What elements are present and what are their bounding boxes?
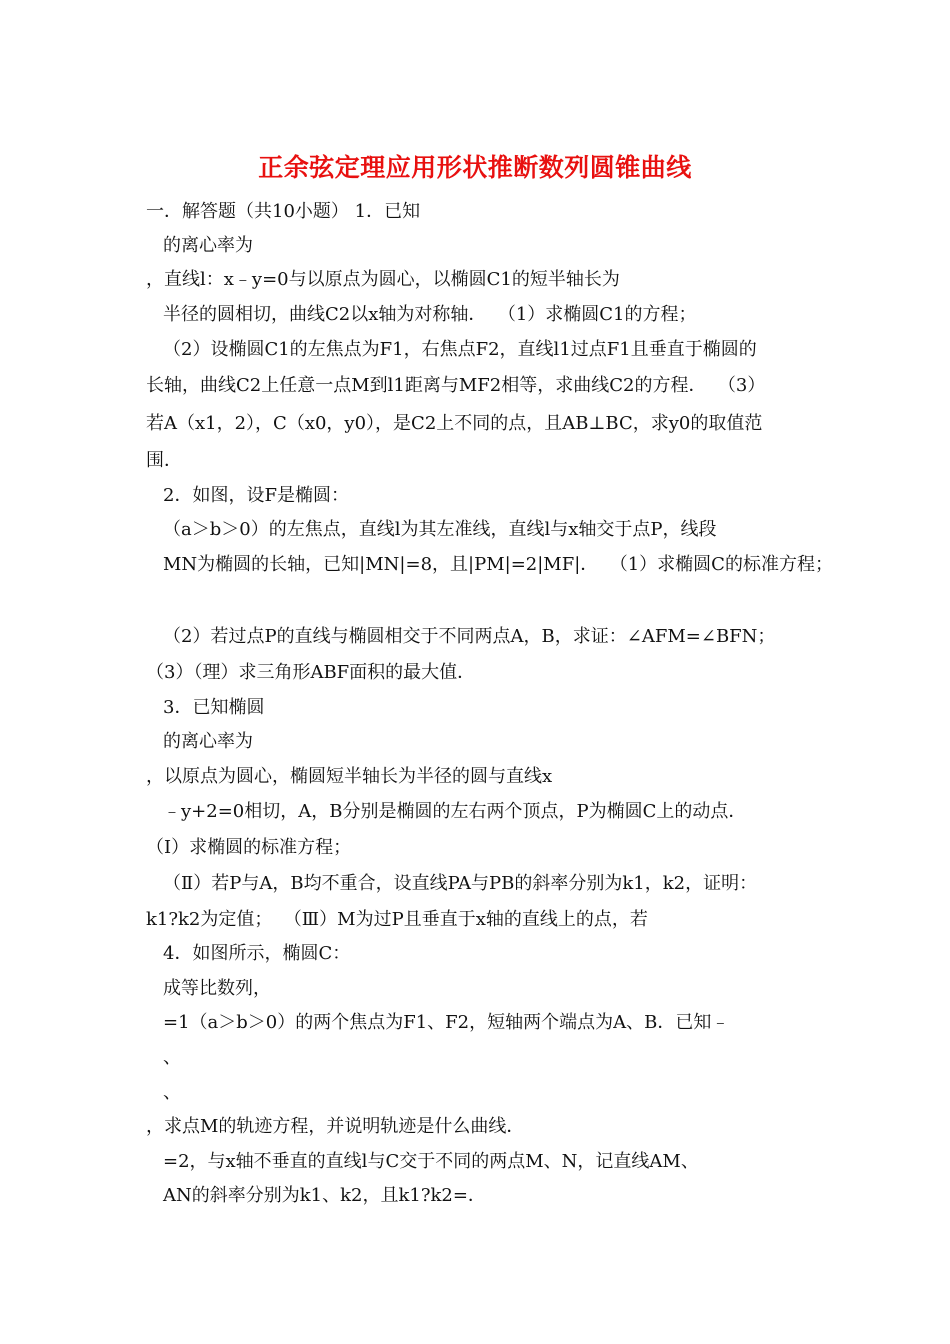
text-line: 成等比数列， (163, 978, 271, 999)
text-line: 半径的圆相切，曲线C2以x轴为对称轴． （1）求椭圆C1的方程； (163, 304, 697, 325)
text-line: ，求点M的轨迹方程，并说明轨迹是什么曲线． (146, 1116, 525, 1137)
text-line: 围． (146, 450, 182, 471)
text-line: =2，与x轴不垂直的直线l与C交于不同的两点M、N，记直线AM、 (163, 1151, 699, 1172)
text-line: 、 (163, 1047, 181, 1068)
text-line: ，以原点为圆心，椭圆短半轴长为半径的圆与直线x (146, 766, 553, 787)
text-line: （3）（理）求三角形ABF面积的最大值． (146, 662, 476, 683)
text-line: （Ⅰ）求椭圆的标准方程； (146, 837, 352, 858)
text-line: （2）设椭圆C1的左焦点为F1，右焦点F2，直线l1过点F1且垂直于椭圆的 (163, 339, 757, 360)
text-line: 长轴，曲线C2上任意一点M到l1距离与MF2相等，求曲线C2的方程． （3） (146, 375, 766, 396)
problem-3-heading: 3．已知椭圆 (163, 697, 265, 718)
text-line: 的离心率为 (163, 731, 253, 752)
text-line: （a＞b＞0）的左焦点，直线l为其左准线，直线l与x轴交于点P，线段 (163, 519, 717, 540)
text-line: 的离心率为 (163, 235, 253, 256)
problem-section-header: 一．解答题（共10小题） 1．已知 (146, 201, 421, 222)
problem-4-heading: 4．如图所示，椭圆C： (163, 943, 351, 964)
text-line: 若A（x1，2），C（x0，y0），是C2上不同的点，且AB⊥BC，求y0的取值范 (146, 413, 763, 434)
text-line: 、 (163, 1082, 181, 1103)
text-line: （2）若过点P的直线与椭圆相交于不同两点A，B，求证：∠AFM=∠BFN； (163, 626, 776, 647)
text-line: ﹣y+2=0相切，A，B分别是椭圆的左右两个顶点，P为椭圆C上的动点． (163, 801, 747, 822)
problem-2-heading: 2．如图，设F是椭圆： (163, 485, 349, 506)
text-line: ，直线l：x﹣y=0与以原点为圆心，以椭圆C1的短半轴长为 (146, 269, 620, 290)
text-line: （Ⅱ）若P与A，B均不重合，设直线PA与PB的斜率分别为k1，k2，证明： (163, 873, 758, 894)
text-line: MN为椭圆的长轴，已知|MN|=8，且|PM|=2|MF|． （1）求椭圆C的标准方程； (163, 554, 833, 575)
page-title: 正余弦定理应用形状推断数列圆锥曲线 (258, 153, 692, 182)
text-line: =1（a＞b＞0）的两个焦点为F1、F2，短轴两个端点为A、B．已知﹣ (163, 1012, 730, 1033)
text-line: k1?k2为定值； （Ⅲ）M为过P且垂直于x轴的直线上的点，若 (146, 909, 648, 930)
text-line: AN的斜率分别为k1、k2，且k1?k2=． (163, 1185, 486, 1206)
